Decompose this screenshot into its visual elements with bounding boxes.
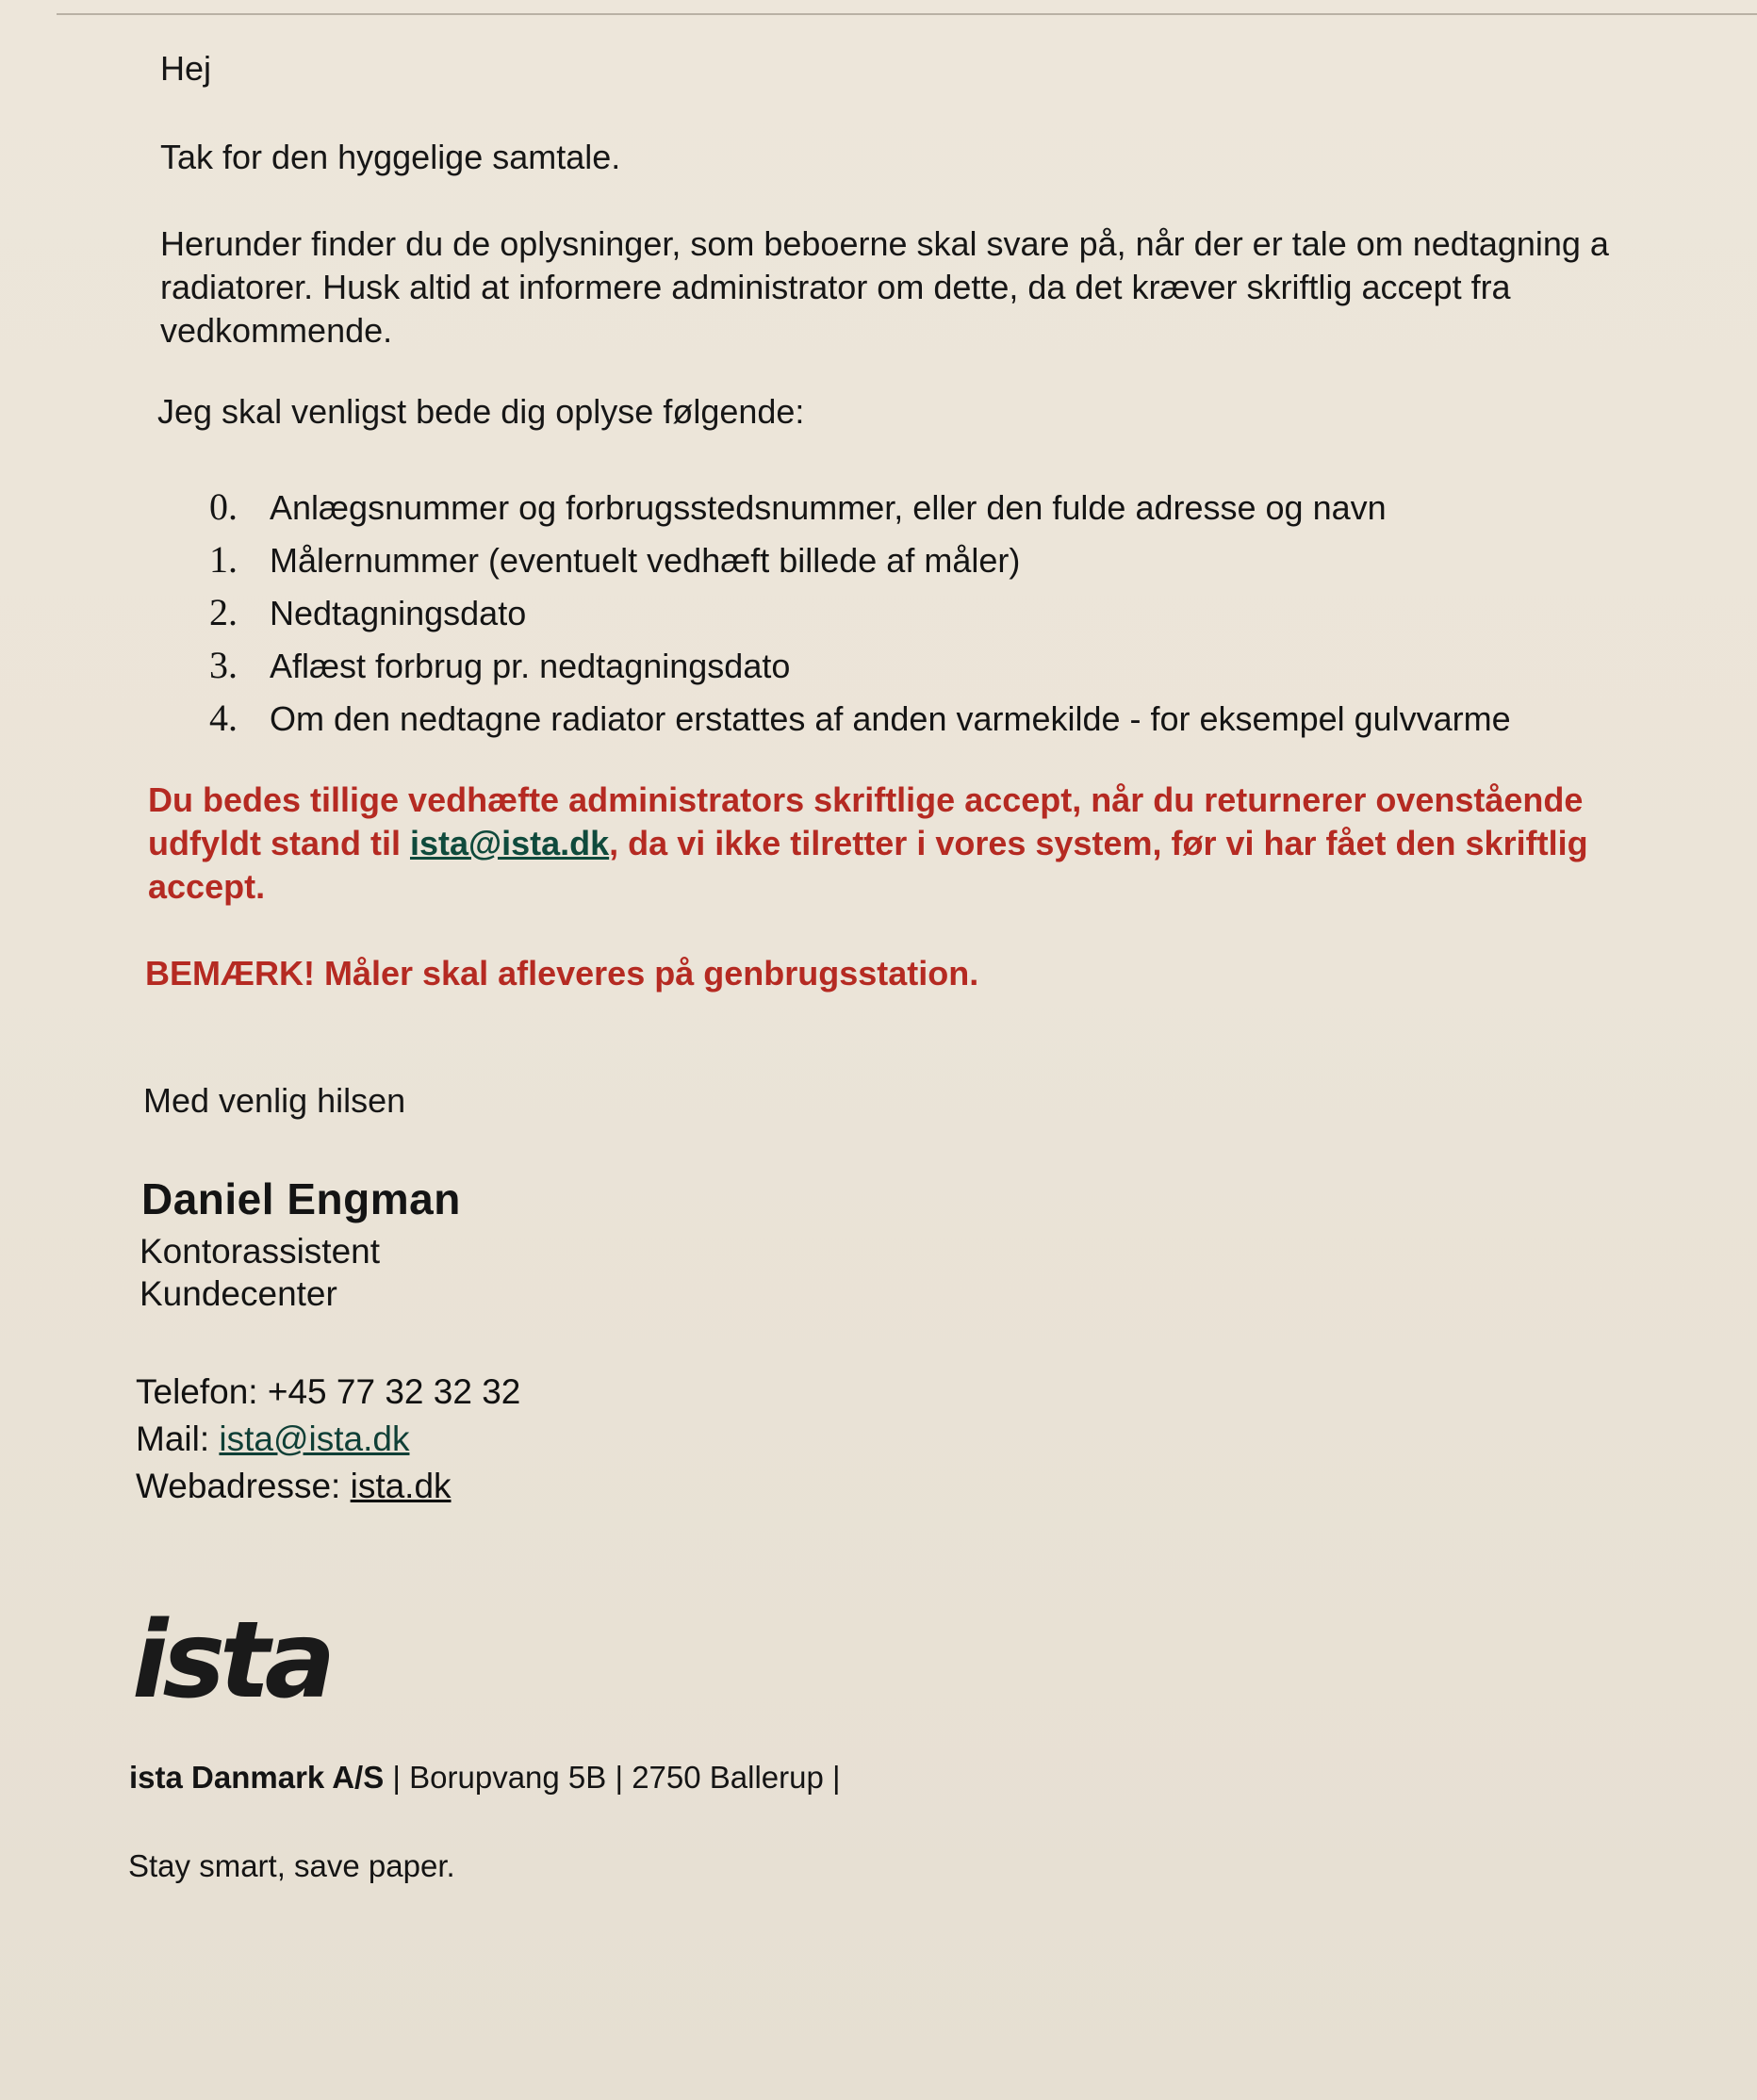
- intro-line: Herunder finder du de oplysninger, som beboerne skal svare på, når der er tale om nedtagning a: [160, 224, 1609, 263]
- mail-label: Mail:: [136, 1419, 220, 1458]
- list-text: Anlægsnummer og forbrugsstedsnummer, eller den fulde adresse og navn: [270, 488, 1387, 527]
- web-label: Webadresse:: [136, 1467, 351, 1505]
- signature-department: Kundecenter: [140, 1274, 337, 1313]
- list-text: Nedtagningsdato: [270, 594, 527, 632]
- footer-address: [129, 1757, 841, 1798]
- list-text: Om den nedtagne radiator erstattes af anden varmekilde - for eksempel gulvvarme: [270, 699, 1511, 738]
- list-item: [209, 481, 1511, 533]
- phone-value: +45 77 32 32 32: [267, 1372, 521, 1411]
- ista-logo: [130, 1602, 347, 1715]
- web-link[interactable]: ista.dk: [350, 1467, 452, 1505]
- list-text: Målernummer (eventuelt vedhæft billede af måler): [270, 541, 1021, 580]
- signature-name: Daniel Engman: [141, 1174, 461, 1223]
- request-line: Jeg skal venligst bede dig oplyse følgende:: [157, 392, 805, 431]
- required-info-list: [209, 481, 1511, 745]
- list-text: Aflæst forbrug pr. nedtagningsdato: [270, 647, 791, 685]
- warning-line: [148, 822, 1588, 865]
- web-row: [136, 1463, 520, 1510]
- closing: Med venlig hilsen: [143, 1081, 406, 1120]
- list-number: 3.: [209, 644, 238, 686]
- list-item: [209, 692, 1511, 745]
- intro-paragraph: [160, 222, 1609, 353]
- email-link[interactable]: ista@ista.dk: [409, 824, 610, 862]
- mail-row: [136, 1416, 520, 1463]
- intro-line: vedkommende.: [160, 311, 393, 350]
- contact-info: [136, 1369, 520, 1510]
- phone-row: [136, 1369, 520, 1416]
- list-number: 4.: [209, 697, 238, 739]
- thanks-line: Tak for den hyggelige samtale.: [160, 138, 621, 176]
- list-number: 1.: [209, 538, 238, 581]
- list-number: 0.: [209, 485, 238, 528]
- company-address: | Borupvang 5B | 2750 Ballerup |: [384, 1760, 841, 1795]
- list-item: [209, 533, 1511, 586]
- company-name: ista Danmark A/S: [129, 1760, 385, 1795]
- signature-title: Kontorassistent: [140, 1232, 381, 1271]
- accept-warning: [148, 779, 1588, 909]
- greeting: Hej: [160, 49, 212, 88]
- intro-line: radiatorer. Husk altid at informere administrator om dette, da det kræver skriftlig accept fra: [160, 268, 1511, 306]
- top-divider: [57, 13, 1757, 15]
- warning-line: Du bedes tillige vedhæfte administrators skriftlige accept, når du returnerer ovenstående: [148, 780, 1584, 819]
- footer-tagline: Stay smart, save paper.: [128, 1848, 455, 1883]
- warning-text: udfyldt stand til: [148, 824, 410, 862]
- notice-line: BEMÆRK! Måler skal afleveres på genbrugsstation.: [145, 954, 979, 993]
- phone-label: Telefon:: [136, 1372, 268, 1411]
- list-number: 2.: [209, 591, 238, 633]
- warning-text: , da vi ikke tilretter i vores system, før vi har fået den skriftlig: [609, 824, 1588, 862]
- warning-line: accept.: [148, 867, 266, 906]
- list-item: [209, 639, 1511, 692]
- mail-link[interactable]: ista@ista.dk: [219, 1419, 410, 1458]
- list-item: [209, 586, 1511, 639]
- logo-text: ista: [132, 1602, 331, 1715]
